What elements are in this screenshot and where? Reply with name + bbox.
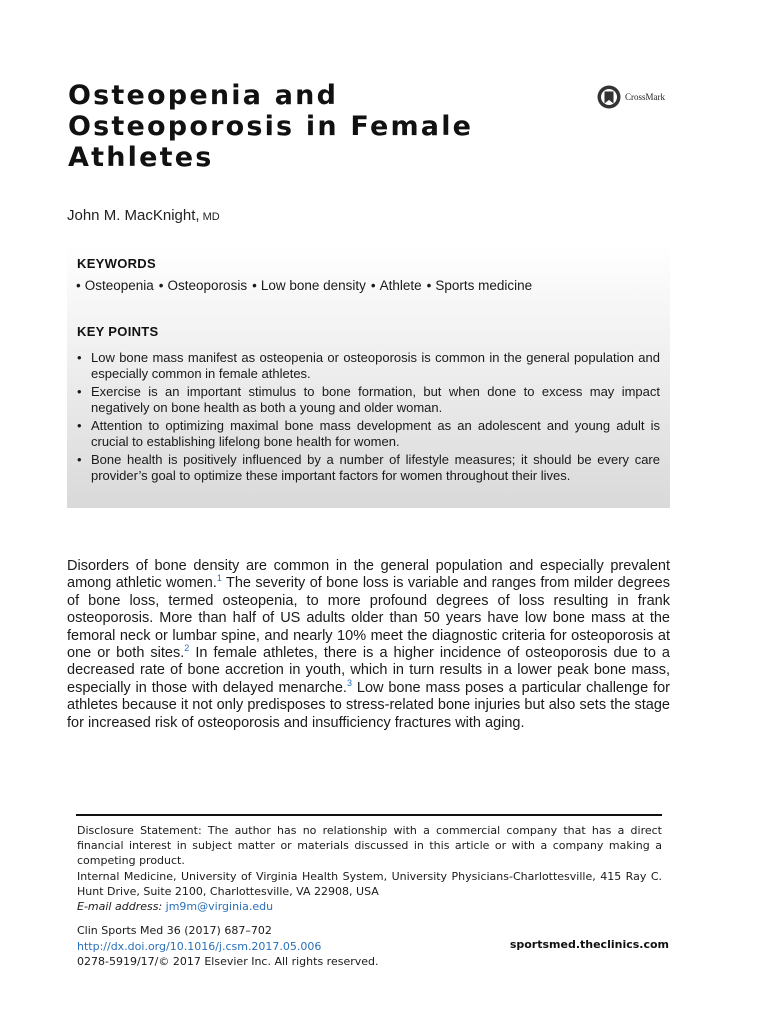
- body-paragraph: [67, 558, 670, 732]
- keywords-keypoints-box: [67, 246, 670, 508]
- key-points-heading: KEY POINTS: [77, 324, 159, 339]
- body-text-segment: In female athletes, there is a higher incidence of osteoporosis due to a decreased rate of bone accretion in youth, which in turn results in a lower peak bone mass, especially in those with delayed menarche.: [67, 645, 670, 696]
- body-text-segment: The severity of bone loss is variable and ranges from milder degrees of bone loss, termed osteopenia, to more profound degrees of loss resulting in frank osteoporosis. More than half of US adults older than 50 years have low bone mass at the femoral neck or lumbar spine, and nearly 10% meet the diagnostic criteria for osteoporosis at one or both sites.: [67, 575, 670, 662]
- journal-site-link[interactable]: sportsmed.theclinics.com: [509, 938, 669, 951]
- footnotes: [77, 823, 662, 914]
- disclosure-statement: Disclosure Statement: The author has no relationship with a commercial company that has a direct financial interest in subject matter or materials discussed in this article or with a company making a competing product.: [77, 824, 662, 868]
- key-point-item: • Attention to optimizing maximal bone mass development as an adolescent and young adult is crucial to establishing lifelong bone health for women.: [76, 418, 660, 449]
- footnote-divider: [76, 814, 662, 816]
- author-degree: MD: [202, 211, 220, 223]
- keyword-item: • Osteoporosis: [159, 278, 247, 293]
- body-text-segment: Low bone mass poses a particular challenge for athletes because it not only predisposes to stress-related bone injuries but also sets the stage for increased risk of osteoporosis and insufficiency fractures with aging.: [67, 679, 670, 731]
- keyword-item: • Sports medicine: [427, 278, 533, 293]
- crossmark-icon: [597, 85, 621, 109]
- reference-link[interactable]: 2: [184, 643, 190, 654]
- key-point-item: • Low bone mass manifest as osteopenia or osteoporosis is common in the general population and especially common in female athletes.: [76, 350, 660, 381]
- crossmark-label: CrossMark: [625, 92, 665, 102]
- author-name: John M. MacKnight,: [67, 207, 200, 224]
- keyword-item: • Osteopenia: [76, 278, 154, 293]
- key-points-list: [76, 350, 660, 486]
- email-line: [77, 899, 662, 914]
- email-label: E-mail address:: [77, 900, 163, 914]
- keywords-list: [76, 278, 537, 293]
- author-affiliation: Internal Medicine, University of Virginia Health System, University Physicians-Charlottesville, 415 Ray C. Hunt Drive, Suite 2100, Charlottesville, VA 22908, USA: [77, 869, 662, 898]
- key-point-item: • Bone health is positively influenced by a number of lifestyle measures; it should be every care provider’s goal to optimize these important factors for women throughout their lives.: [76, 452, 660, 483]
- body-text-segment: Disorders of bone density are common in the general population and especially prevalent among athletic women.: [67, 558, 670, 592]
- email-link[interactable]: jm9m@virginia.edu: [165, 900, 274, 914]
- doi-link[interactable]: http://dx.doi.org/10.1016/j.csm.2017.05.006: [77, 939, 322, 953]
- article-title: Osteopenia and Osteoporosis in Female Athletes: [68, 80, 474, 173]
- crossmark-badge[interactable]: [597, 84, 665, 110]
- keywords-heading: KEYWORDS: [77, 256, 156, 271]
- keyword-item: • Low bone density: [252, 278, 366, 293]
- key-point-item: • Exercise is an important stimulus to bone formation, but when done to excess may impact negatively on bone health as both a young and older woman.: [76, 384, 660, 415]
- reference-link[interactable]: 1: [216, 573, 222, 584]
- keyword-item: • Athlete: [371, 278, 422, 293]
- author-line: [67, 207, 220, 224]
- journal-citation: Clin Sports Med 36 (2017) 687–702: [77, 924, 272, 937]
- copyright-line: 0278-5919/17/© 2017 Elsevier Inc. All rights reserved.: [77, 955, 379, 968]
- reference-link[interactable]: 3: [346, 678, 352, 689]
